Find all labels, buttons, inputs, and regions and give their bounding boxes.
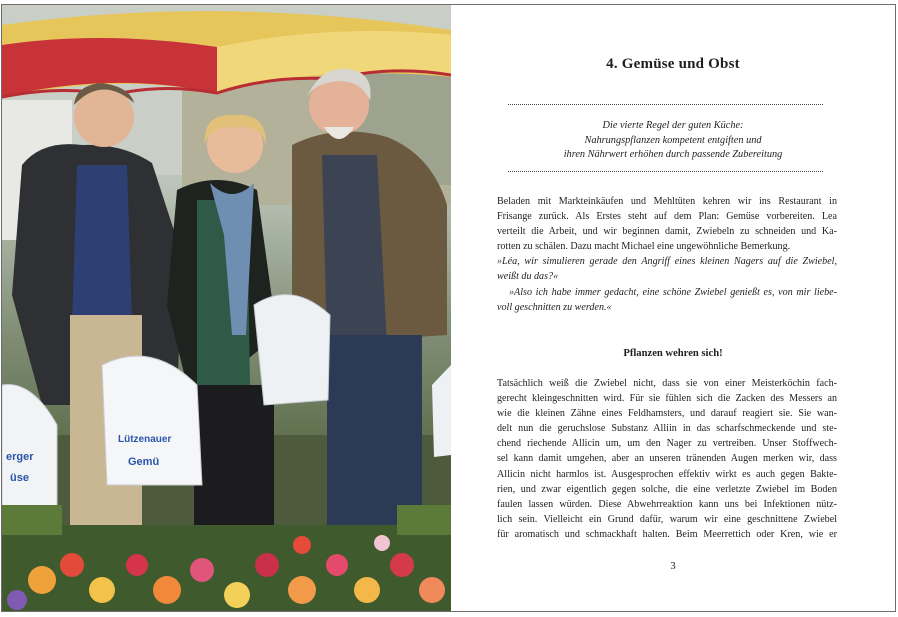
epigraph-bottom-rule [508, 171, 823, 172]
text-line: Tatsächlich weiß die Zwiebel nicht, dass sie von einer Meisterköchin fach- [497, 378, 837, 389]
text-line: gerecht kleingeschnitten wird. Für sie fühlen sich die Zacken des Messers an [497, 393, 837, 405]
section-subheading: Pflanzen wehren sich! [623, 348, 723, 359]
bag-edge-text-1: erger [6, 451, 34, 463]
text-line: delt nun die geruchslose Substanz Alliin in das scharfschmeckende und ste- [497, 423, 837, 435]
epigraph-line: Die vierte Regel der guten Küche: [602, 120, 744, 131]
quote-line: »Léa, wir simulieren gerade den Angriff eines kleinen Nagers auf die Zwiebel, [497, 256, 837, 268]
text-line: rotten zu schälen. Dazu macht Michael eine ungewöhnliche Bemerkung. [497, 241, 791, 253]
bag-left-text-1: Lützenauer [118, 434, 172, 445]
text-line: Beladen mit Markteinkäufen und Mehltüten kehren wir ins Restaurant in [497, 196, 837, 207]
epigraph-line: Nahrungspflanzen kompetent entgiften und [584, 134, 762, 146]
market-photo [2, 5, 451, 611]
text-line: für aromatisch und schmackhaft halten. Beim Meerrettich oder Kren, wie er [497, 528, 837, 540]
paragraph-main [497, 376, 837, 542]
text-line: rien, und zwar eigentlich gegen solche, die eine verletzte Zwiebel im Boden [497, 483, 837, 495]
chapter-title: 4. Gemüse und Obst [606, 56, 740, 72]
text-line: Frisange zurück. Als Erstes steht auf dem Plan: Gemüse vorbereiten. Lea [497, 211, 837, 223]
quote-line: voll geschnitten zu werden.« [497, 301, 612, 313]
paragraph-intro [497, 194, 837, 315]
quote-line: »Also ich habe immer gedacht, eine schöne Zwiebel genießt es, von mir liebe- [509, 286, 837, 298]
epigraph [451, 119, 895, 163]
text-line: Allicin nicht harmlos ist. Ausgesprochen effektiv wirkt es auch gegen Bakte- [497, 468, 837, 480]
bag-left-text-2: Gemü [128, 456, 160, 468]
epigraph-line: ihren Nährwert erhöhen durch passende Zubereitung [563, 149, 783, 160]
text-line: wie die kleinen Zähne eines Feldhamsters, und darauf reagiert sie. Sie wan- [497, 408, 837, 420]
quote-line: weißt du das?« [497, 271, 559, 283]
market-scene-illustration [2, 5, 451, 611]
text-line: chend riechende Allicin um, um den Nager zu vertreiben. Unser Stoffwech- [497, 438, 837, 450]
text-line: sel kann damit umgehen, aber an unseren tränenden Augen merken wir, dass [497, 453, 837, 465]
text-line: lich sein. Vielleicht ein Grund dafür, warum wir eine geschnittene Zwiebel [497, 513, 837, 525]
text-line: verteilt die Arbeit, und wir beginnen damit, Zwiebeln zu schneiden und Ka- [497, 226, 837, 238]
text-line: faulen lassen würden. Diese Abwehrreaktion kann uns bei Infektionen nütz- [497, 498, 837, 510]
page-number: 3 [670, 561, 676, 572]
text-page [451, 5, 895, 611]
bag-edge-text-2: üse [10, 472, 29, 484]
book-spread [1, 4, 896, 612]
epigraph-top-rule [508, 104, 823, 105]
